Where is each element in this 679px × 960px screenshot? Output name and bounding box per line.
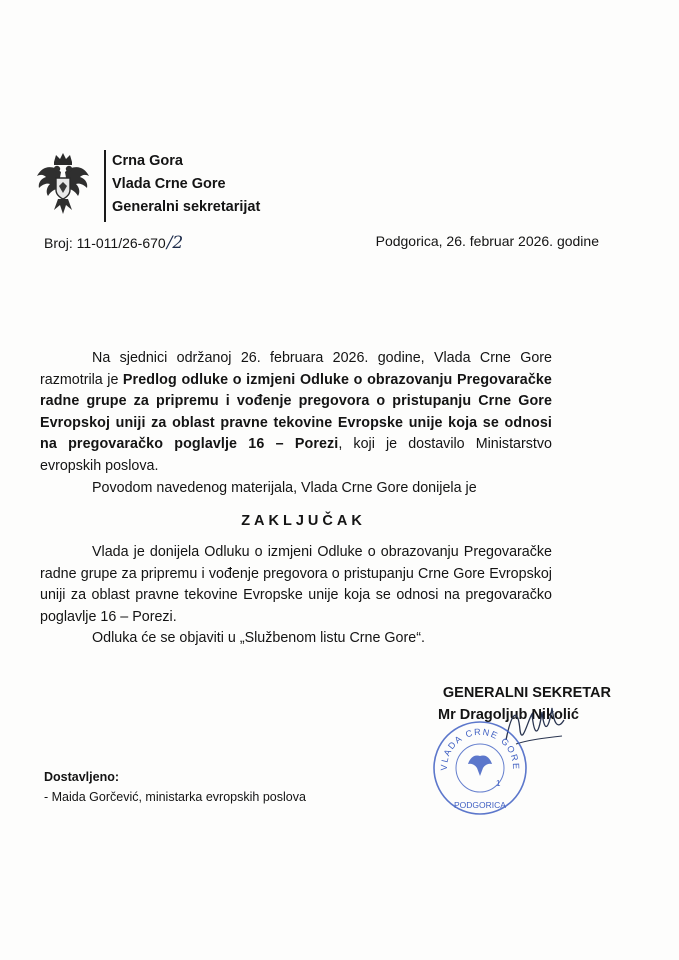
place-and-date: Podgorica, 26. februar 2026. godine (375, 233, 599, 249)
distribution-item: - Maida Gorčević, ministarka evropskih poslova (44, 790, 306, 804)
paragraph-decision-intro (40, 478, 552, 500)
coat-of-arms-emblem (34, 152, 92, 218)
handwritten-suffix: /2 (166, 233, 184, 253)
official-stamp (430, 718, 530, 818)
stamp-number: 1 (496, 779, 501, 788)
header-country: Crna Gora (112, 153, 183, 169)
paragraph-publication (40, 628, 552, 650)
stamp-ring-text: VLADA CRNE GORE (438, 726, 522, 771)
header-divider (104, 150, 106, 222)
paragraph-conclusion-text: Vlada je donijela Odluku o izmjeni Odluke o obrazovanju Pregovaračke radne grupe za pripremu i vođenje pregovora o pristupanju Crne Gore Evropskoj uniji za oblast pravne tekovine Evropske unije koja se odnosi na pregovaračko poglavlje 16 – Porezi. (40, 544, 552, 625)
paragraph-publication-text: Odluka će se objaviti u „Službenom listu Crne Gore“. (92, 630, 425, 646)
distribution-heading: Dostavljeno: (44, 770, 120, 784)
reference-number (44, 233, 183, 253)
paragraph-session (40, 348, 552, 477)
paragraph-conclusion (40, 542, 552, 628)
signatory-title: GENERALNI SEKRETAR (442, 685, 611, 701)
paragraph-decision-intro-text: Povodom navedenog materijala, Vlada Crne Gore donijela je (92, 480, 477, 496)
paragraph-session-start: Na sjednici održanoj 26. februara 2026. godine, Vlada Crne Gore razmotrila je (40, 350, 552, 388)
paragraph-session-end: , koji je dostavilo Ministarstvo evropskih poslova. (40, 436, 552, 474)
reference-number-text: Broj: 11-011/26-670 (44, 235, 166, 251)
stamp-city: PODGORICA (454, 800, 506, 810)
institution-header (112, 150, 260, 219)
signatory-name: Mr Dragoljub Nikolić (438, 707, 579, 723)
header-secretariat: Generalni sekretarijat (112, 199, 261, 215)
conclusion-heading: ZAKLJUČAK (241, 513, 366, 529)
proposal-title: Predlog odluke o izmjeni Odluke o obrazovanju Pregovaračke radne grupe za pripremu i vođenje pregovora o pristupanju Crne Gore Evropskoj uniji za oblast pravne tekovine Evropske unije koja se odnosi na pregovaračko poglavlje 16 – Porezi (40, 371, 552, 452)
header-government: Vlada Crne Gore (112, 176, 226, 192)
